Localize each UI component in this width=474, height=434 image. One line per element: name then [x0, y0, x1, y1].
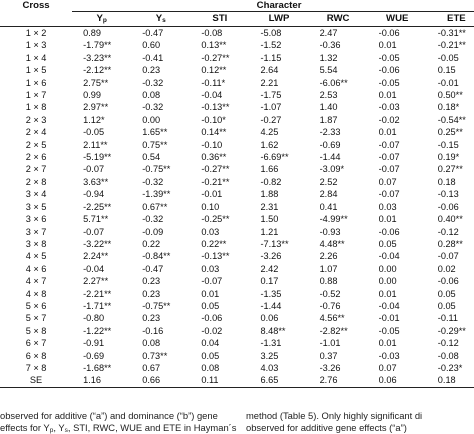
header-col-sti [190, 12, 249, 27]
value-cell: -0.07 [83, 164, 105, 175]
value-cell: 0.73** [142, 350, 168, 361]
value-cell: -0.10* [201, 114, 226, 125]
value-cell: -0.02 [378, 114, 400, 125]
value-cell: -0.06 [437, 201, 459, 212]
value-cell: 0.08 [142, 338, 161, 349]
caption-right [246, 410, 422, 434]
table-row [0, 64, 474, 76]
value-cell: -0.08 [201, 28, 223, 38]
table-row [0, 362, 474, 374]
value-cell: 2.27** [83, 276, 109, 287]
value-cell: -0.91 [83, 338, 105, 349]
value-cell: -0.06 [437, 276, 459, 287]
value-cell: -1.15 [260, 52, 282, 63]
value-cell: -0.75** [142, 164, 171, 175]
value-cell: -0.07 [378, 152, 400, 163]
value-cell: 1.32 [319, 52, 338, 63]
cross-cell: 3 × 5 [25, 201, 47, 212]
value-cell: -0.03 [378, 350, 400, 361]
value-cell: 0.67** [142, 201, 168, 212]
value-cell: -0.01 [378, 313, 400, 324]
value-cell: 0.01 [378, 40, 397, 51]
value-cell: 2.75** [83, 77, 109, 88]
cross-cell: 4 × 5 [25, 251, 47, 262]
value-cell: 8.48** [260, 325, 286, 336]
value-cell: 0.08 [201, 362, 220, 373]
value-cell: 0.01 [378, 288, 397, 299]
value-cell: -0.82 [260, 176, 282, 187]
value-cell: -2.82** [319, 325, 348, 336]
value-cell: -0.13 [437, 189, 459, 200]
value-cell: 0.41 [319, 201, 338, 212]
cross-cell: 2 × 3 [25, 114, 47, 125]
value-cell: 0.19* [437, 152, 460, 163]
value-cell: -0.29** [437, 325, 466, 336]
value-cell: 0.23 [142, 65, 161, 76]
value-cell: -0.47 [142, 263, 164, 274]
value-cell: 4.25 [260, 127, 279, 138]
caption-left-line-2-rest: , STI, RWC, WUE and ETE in Hayman´s [67, 422, 237, 433]
table-row [0, 39, 474, 51]
value-cell: -0.12 [437, 226, 459, 237]
table-body [0, 27, 474, 388]
table-row [0, 250, 474, 262]
value-cell: -6.06** [319, 77, 348, 88]
value-cell: -6.69** [260, 152, 289, 163]
value-cell: -7.13** [260, 238, 289, 249]
value-cell: -3.09* [319, 164, 345, 175]
value-cell: 0.08 [142, 90, 161, 101]
table-row [0, 263, 474, 275]
value-cell: -0.06 [378, 226, 400, 237]
value-cell: -0.52 [319, 288, 341, 299]
value-cell: 0.05 [378, 238, 397, 249]
header-col-wue [368, 12, 427, 27]
value-cell: 0.28** [437, 238, 463, 249]
table-row [0, 163, 474, 175]
cross-cell: 4 × 8 [25, 288, 47, 299]
value-cell: 0.18* [437, 102, 460, 113]
table-row [0, 52, 474, 64]
header-row-character [0, 0, 474, 12]
value-cell: -1.35 [260, 288, 282, 299]
value-cell: 0.01 [201, 288, 220, 299]
value-cell: -0.07 [378, 139, 400, 150]
table-row [0, 288, 474, 300]
value-cell: -0.05 [378, 77, 400, 88]
value-cell: 0.13** [201, 40, 227, 51]
value-cell: -0.13** [201, 251, 230, 262]
cross-cell: 3 × 6 [25, 214, 47, 225]
value-cell: -1.44 [319, 152, 341, 163]
cross-cell: 3 × 8 [25, 238, 47, 249]
value-cell: 1.66 [260, 164, 279, 175]
table-row [0, 213, 474, 225]
table-row [0, 139, 474, 151]
value-cell: 0.05 [437, 288, 456, 299]
value-cell: -0.21** [201, 176, 230, 187]
value-cell: 0.25** [437, 127, 463, 138]
header-col-label: Y [96, 12, 103, 24]
header-col-yp [72, 12, 131, 27]
value-cell: 0.11 [190, 374, 249, 387]
cross-cell: 2 × 6 [25, 152, 47, 163]
table-row [0, 337, 474, 349]
table-row [0, 226, 474, 238]
value-cell: -2.25** [83, 201, 112, 212]
value-cell: -1.39** [142, 189, 171, 200]
value-cell: 0.04 [201, 338, 220, 349]
value-cell: -1.68** [83, 362, 112, 373]
value-cell: -0.23* [437, 362, 463, 373]
value-cell: -0.69 [319, 139, 341, 150]
cross-cell: 4 × 7 [25, 276, 47, 287]
value-cell: 4.56** [319, 313, 345, 324]
value-cell: 0.75** [142, 139, 168, 150]
value-cell: 3.63** [83, 176, 109, 187]
table-row [0, 89, 474, 101]
value-cell: -0.07 [201, 276, 223, 287]
cross-cell: 2 × 4 [25, 127, 47, 138]
value-cell: 0.37 [319, 350, 338, 361]
value-cell: 0.40** [437, 214, 463, 225]
value-cell: -0.06 [378, 65, 400, 76]
value-cell: -0.54** [437, 114, 466, 125]
caption-right-line-1: method (Table 5). Only highly significant di [246, 410, 423, 421]
value-cell: 0.05 [201, 300, 220, 311]
value-cell: 0.22** [201, 238, 227, 249]
value-cell: -0.13** [201, 102, 230, 113]
cross-cell: 3 × 4 [25, 189, 47, 200]
value-cell: 0.02 [437, 263, 456, 274]
value-cell: -0.27** [201, 164, 230, 175]
header-col-label: LWP [268, 12, 290, 24]
value-cell: -0.31** [437, 28, 466, 38]
value-cell: -0.76 [319, 300, 341, 311]
value-cell: -0.06 [378, 28, 400, 38]
value-cell: -3.26 [260, 251, 282, 262]
value-cell: -0.08 [437, 350, 459, 361]
value-cell: -0.27 [260, 114, 282, 125]
cross-cell: 1 × 7 [25, 90, 47, 101]
value-cell: 2.97** [83, 102, 109, 113]
cross-cell: 2 × 7 [25, 164, 47, 175]
value-cell: -0.12 [437, 338, 459, 349]
header-col-rwc [309, 12, 368, 27]
value-cell: -1.01 [319, 338, 341, 349]
value-cell: -0.07 [437, 251, 459, 262]
cross-cell: 6 × 7 [25, 338, 47, 349]
value-cell: -0.03 [378, 102, 400, 113]
value-cell: -0.15 [437, 139, 459, 150]
value-cell: 0.15 [437, 65, 456, 76]
value-cell: -0.11 [437, 313, 459, 324]
header-col-label: STI [212, 12, 228, 24]
value-cell: 2.84 [319, 189, 338, 200]
cross-cell: 6 × 8 [25, 350, 47, 361]
value-cell: 0.88 [319, 276, 338, 287]
value-cell: 0.06 [368, 374, 427, 387]
value-cell: 2.64 [260, 65, 279, 76]
value-cell: 0.00 [378, 263, 397, 274]
value-cell: 0.00 [378, 276, 397, 287]
value-cell: 1.16 [72, 374, 131, 387]
value-cell: 0.01 [378, 90, 397, 101]
value-cell: -0.10 [201, 139, 223, 150]
value-cell: 0.01 [378, 214, 397, 225]
value-cell: 2.53 [319, 90, 338, 101]
cross-cell: 4 × 6 [25, 263, 47, 274]
header-col-ete [427, 12, 474, 27]
value-cell: 1.88 [260, 189, 279, 200]
value-cell: -0.07 [378, 164, 400, 175]
value-cell: -0.07 [378, 189, 400, 200]
value-cell: -0.05 [378, 325, 400, 336]
value-cell: -0.25** [201, 214, 230, 225]
value-cell: -0.11* [201, 77, 226, 88]
value-cell: -0.80 [83, 313, 105, 324]
value-cell: -0.32 [142, 102, 164, 113]
value-cell: -5.08 [260, 28, 282, 38]
table-row [0, 176, 474, 188]
caption-sub-s: s [64, 427, 68, 434]
value-cell: 2.21 [260, 77, 279, 88]
value-cell: 0.23 [142, 276, 161, 287]
table-row [0, 201, 474, 213]
value-cell: -0.16 [142, 325, 164, 336]
cross-cell: 1 × 3 [25, 40, 47, 51]
cross-cell: 1 × 2 [25, 28, 47, 38]
value-cell: 0.03 [378, 201, 397, 212]
value-cell: -0.84** [142, 251, 171, 262]
value-cell: 0.07 [378, 362, 397, 373]
value-cell: 0.22 [142, 238, 161, 249]
value-cell: 2.31 [260, 201, 279, 212]
value-cell: 0.17 [260, 276, 279, 287]
value-cell: 2.76 [309, 374, 368, 387]
cross-cell: 2 × 8 [25, 176, 47, 187]
value-cell: 1.21 [260, 226, 279, 237]
value-cell: 5.71** [83, 214, 109, 225]
value-cell: 0.89 [83, 28, 102, 38]
value-cell: -1.52 [260, 40, 282, 51]
value-cell: -0.47 [142, 28, 164, 38]
value-cell: 0.36** [201, 152, 227, 163]
header-col-label: Y [155, 12, 163, 24]
table-row [0, 151, 474, 163]
caption-right-line-2: observed for additive gene effects (“a”) [246, 422, 407, 433]
value-cell: -0.05 [437, 52, 459, 63]
value-cell: 0.00 [142, 114, 161, 125]
value-cell: -2.12** [83, 65, 112, 76]
value-cell: 2.42 [260, 263, 279, 274]
header-col-subscript: p [102, 16, 107, 24]
table-row [0, 275, 474, 287]
value-cell: -4.99** [319, 214, 348, 225]
value-cell: 1.12* [83, 114, 105, 125]
value-cell: -0.75** [142, 300, 171, 311]
value-cell: 6.65 [249, 374, 308, 387]
value-cell: 2.47 [319, 28, 338, 38]
value-cell: -1.79** [83, 40, 112, 51]
caption-left-line-2-mid: , Y [53, 422, 65, 433]
value-cell: 0.05 [201, 350, 220, 361]
table-row [0, 114, 474, 126]
caption-left [0, 410, 236, 434]
value-cell: 1.65** [142, 127, 168, 138]
value-cell: -0.21** [437, 40, 466, 51]
value-cell: -1.22** [83, 325, 112, 336]
header-col-label: WUE [386, 12, 409, 24]
value-cell: -0.09 [142, 226, 164, 237]
value-cell: 1.50 [260, 214, 279, 225]
caption-sub-p: p [49, 427, 54, 434]
table-row [0, 188, 474, 200]
header-col-subscript: s [162, 16, 166, 24]
value-cell: 2.24** [83, 251, 109, 262]
value-cell: -5.19** [83, 152, 112, 163]
value-cell: 2.26 [319, 251, 338, 262]
table-row [0, 77, 474, 89]
value-cell: 2.11** [83, 139, 108, 150]
value-cell: -0.32 [142, 214, 164, 225]
table-row [0, 350, 474, 362]
value-cell: 0.23 [142, 288, 161, 299]
value-cell: -0.02 [201, 325, 223, 336]
value-cell: -0.04 [378, 251, 400, 262]
value-cell: 0.67 [142, 362, 161, 373]
table-row [0, 101, 474, 113]
se-row [0, 374, 474, 387]
value-cell: 2.52 [319, 176, 338, 187]
cross-cell: 1 × 5 [25, 65, 47, 76]
value-cell: 1.87 [319, 114, 338, 125]
cross-cell: 1 × 6 [25, 77, 47, 88]
header-cross: Cross [0, 0, 72, 27]
value-cell: 0.03 [201, 263, 220, 274]
value-cell: -0.01 [437, 77, 459, 88]
value-cell: 0.14** [201, 127, 227, 138]
value-cell: -0.41 [142, 52, 164, 63]
value-cell: -0.05 [378, 52, 400, 63]
table-row [0, 325, 474, 337]
table-row [0, 126, 474, 138]
value-cell: 1.40 [319, 102, 338, 113]
value-cell: 5.54 [319, 65, 338, 76]
value-cell: 0.06 [260, 313, 279, 324]
value-cell: 0.10 [201, 201, 220, 212]
value-cell: 0.18 [427, 374, 474, 387]
value-cell: -0.04 [83, 263, 105, 274]
value-cell: -0.05 [83, 127, 105, 138]
table-row [0, 238, 474, 250]
value-cell: 1.07 [319, 263, 338, 274]
value-cell: 4.03 [260, 362, 279, 373]
cross-cell: SE [0, 374, 72, 387]
value-cell: -0.36 [319, 40, 341, 51]
value-cell: -0.27** [201, 52, 230, 63]
header-col-lwp [249, 12, 308, 27]
value-cell: -1.44 [260, 300, 282, 311]
cross-cell: 2 × 5 [25, 139, 47, 150]
value-cell: 0.05 [437, 300, 456, 311]
cross-cell: 3 × 7 [25, 226, 47, 237]
header-col-label: ETE [447, 12, 466, 24]
value-cell: -0.04 [378, 300, 400, 311]
value-cell: 0.07 [378, 176, 397, 187]
value-cell: -1.75 [260, 90, 282, 101]
value-cell: -2.33 [319, 127, 341, 138]
cross-cell: 7 × 8 [25, 362, 47, 373]
table-row [0, 27, 474, 40]
table-row [0, 312, 474, 324]
value-cell: -1.07 [260, 102, 282, 113]
value-cell: 0.27** [437, 164, 463, 175]
value-cell: 0.66 [131, 374, 190, 387]
cross-cell: 1 × 4 [25, 52, 47, 63]
value-cell: -0.04 [201, 90, 223, 101]
value-cell: -0.07 [83, 226, 105, 237]
cross-cell: 5 × 6 [25, 300, 47, 311]
cross-cell: 5 × 7 [25, 313, 47, 324]
value-cell: 0.23 [142, 313, 161, 324]
header-col-label: RWC [326, 12, 350, 24]
value-cell: -3.26 [319, 362, 341, 373]
value-cell: 0.18 [437, 176, 456, 187]
value-cell: 0.54 [142, 152, 161, 163]
value-cell: -3.22** [83, 238, 112, 249]
cross-cell: 5 × 8 [25, 325, 47, 336]
table-row [0, 300, 474, 312]
caption-left-line-2 [0, 422, 236, 434]
value-cell: 0.50** [437, 90, 463, 101]
value-cell: -3.23** [83, 52, 112, 63]
value-cell: -2.21** [83, 288, 112, 299]
value-cell: -0.32 [142, 176, 164, 187]
header-character: Character [72, 0, 474, 12]
value-cell: -1.71** [83, 300, 112, 311]
value-cell: -0.93 [319, 226, 341, 237]
value-cell: -0.01 [201, 189, 223, 200]
value-cell: 0.01 [378, 127, 397, 138]
value-cell: 3.25 [260, 350, 279, 361]
cross-cell: 1 × 8 [25, 102, 47, 113]
value-cell: -0.06 [201, 313, 223, 324]
value-cell: 0.60 [142, 40, 161, 51]
value-cell: 0.03 [201, 226, 220, 237]
value-cell: -0.69 [83, 350, 105, 361]
value-cell: 1.62 [260, 139, 279, 150]
header-col-ys [131, 12, 190, 27]
value-cell: 4.48** [319, 238, 345, 249]
value-cell: 0.99 [83, 90, 102, 101]
value-cell: -0.94 [83, 189, 105, 200]
value-cell: 0.01 [378, 338, 397, 349]
value-cell: -1.31 [260, 338, 282, 349]
caption-left-line-2-start: effects for Y [0, 422, 50, 433]
caption-left-line-1: observed for additive (“a”) and dominance (“b”) gene [0, 410, 218, 421]
value-cell: -0.32 [142, 77, 164, 88]
value-cell: 0.12** [201, 65, 227, 76]
